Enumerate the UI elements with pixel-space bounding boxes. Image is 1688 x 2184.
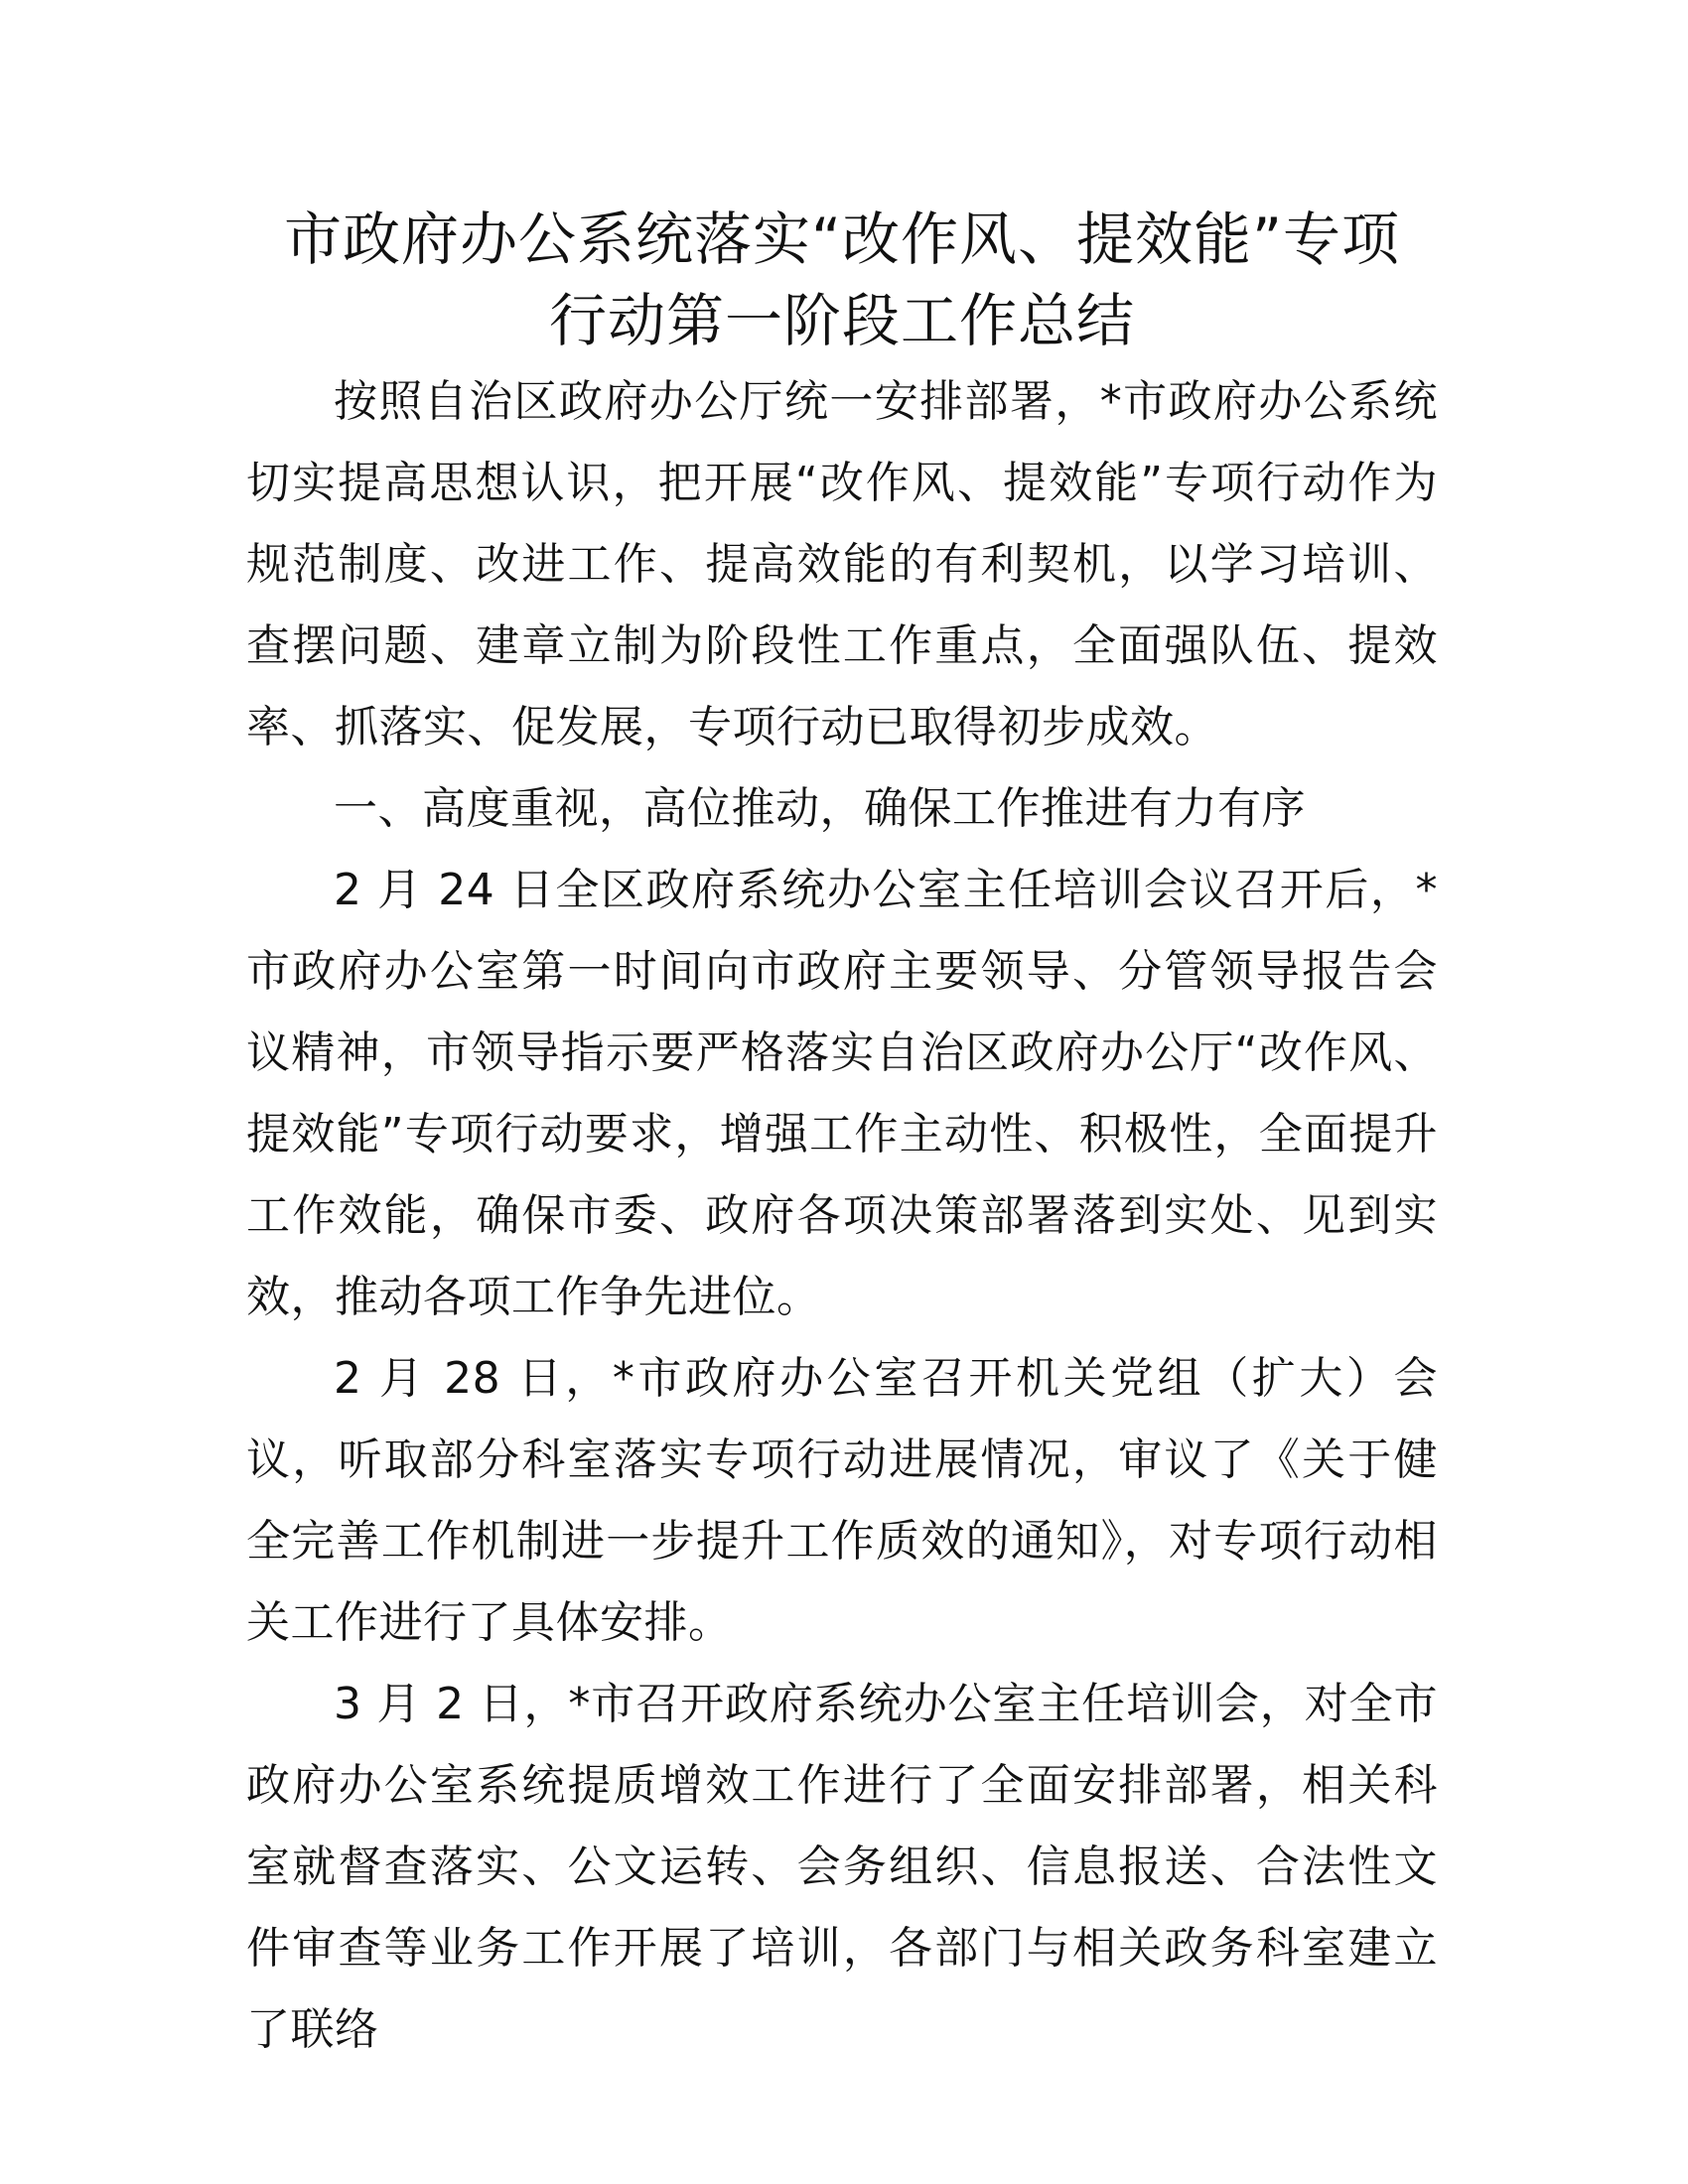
section-heading-1: 一、高度重视，高位推动，确保工作推进有力有序 (334, 783, 1306, 834)
paragraph-feb-24: 2 月 24 日全区政府系统办公室主任培训会议召开后，*市政府办公室第一时间向市政府主要领导、分管领导报告会议精神，市领导指示要严格落实自治区政府办公厅“改作风、提效能”专项行动要求，增强工作主动性、积极性，全面提升工作效能，确保市委、政府各项决策部署落到实处、见到实效，推动各项工作争先进位。 (246, 865, 1438, 1322)
paragraph-mar-2: 3 月 2 日，*市召开政府系统办公室主任培训会，对全市政府办公室系统提质增效工作进行了全面安排部署，相关科室就督查落实、公文运转、会务组织、信息报送、合法性文件审查等业务工作开展了培训，各部门与相关政务科室建立了联络 (246, 1679, 1438, 2055)
title-line-2: 行动第一阶段工作总结 (548, 287, 1135, 354)
intro-paragraph: 按照自治区政府办公厅统一安排部署，*市政府办公系统切实提高思想认识，把开展“改作风、提效能”专项行动作为规范制度、改进工作、提高效能的有利契机，以学习培训、查摆问题、建章立制为阶段性工作重点，全面强队伍、提效率、抓落实、促发展，专项行动已取得初步成效。 (246, 376, 1438, 752)
document-page (246, 199, 1438, 2071)
document-title (246, 199, 1438, 361)
title-line-1: 市政府办公系统落实“改作风、提效能”专项 (283, 205, 1401, 273)
paragraph-feb-28: 2 月 28 日，*市政府办公室召开机关党组（扩大）会议，听取部分科室落实专项行动进展情况，审议了《关于健全完善工作机制进一步提升工作质效的通知》，对专项行动相关工作进行了具体安排。 (246, 1353, 1438, 1648)
